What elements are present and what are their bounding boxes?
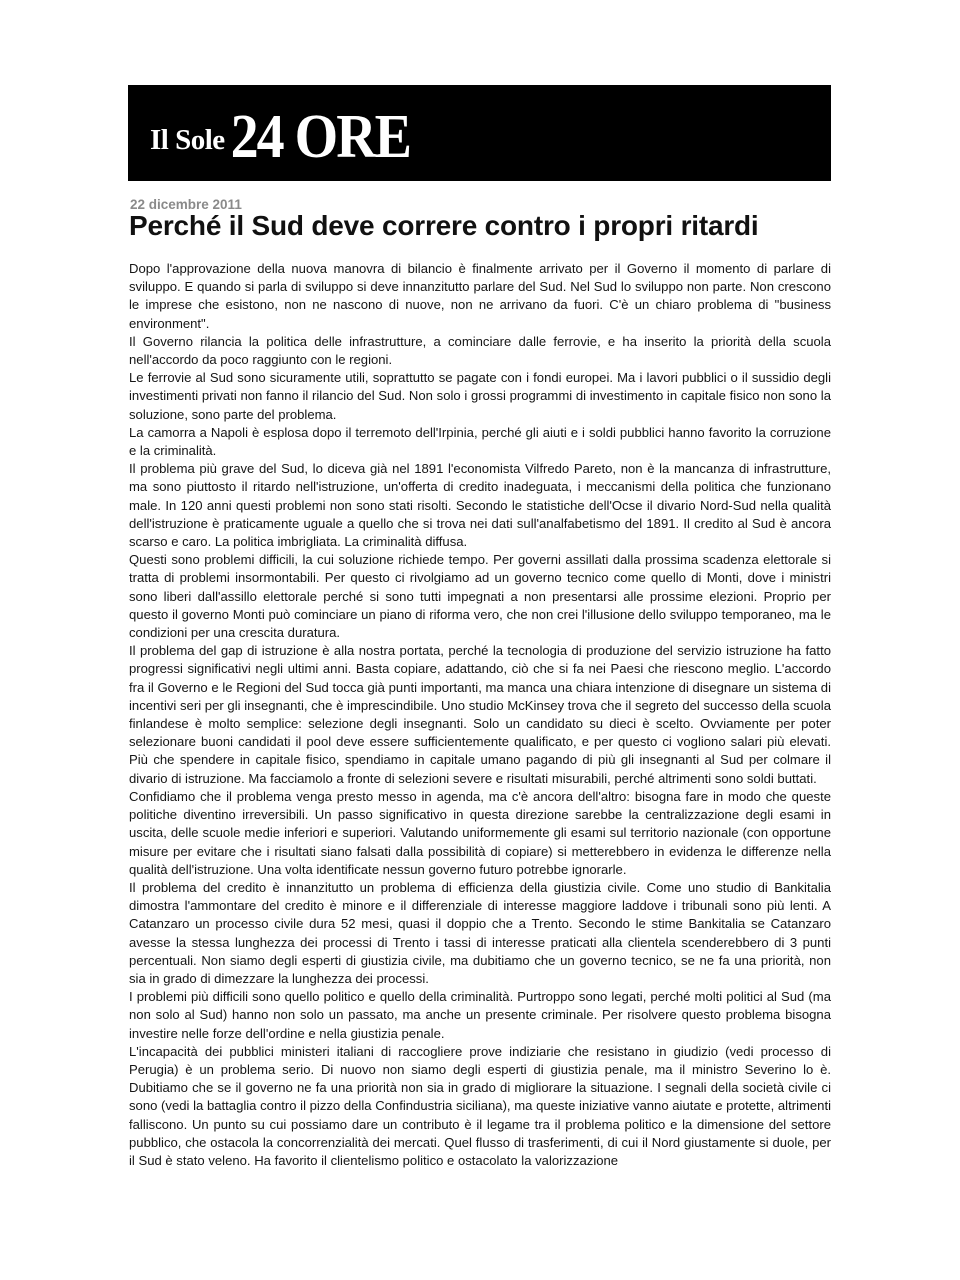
article-paragraph: Il Governo rilancia la politica delle infrastrutture, a cominciare dalle ferrovie, e ha inserito la priorità della scuola nell'accordo da poco raggiunto con le regioni. — [129, 333, 831, 368]
article-title: Perché il Sud deve correre contro i propri ritardi — [129, 210, 759, 241]
article-date: 22 dicembre 2011 — [130, 197, 242, 212]
newspaper-logo — [150, 102, 411, 172]
article-paragraph: Il problema del credito è innanzitutto un problema di efficienza della giustizia civile. Come uno studio di Bankitalia dimostra l'ammontare del credito è minore e il differenziale di interesse maggiore laddove i tribunali sono più lenti. A Catanzaro un processo civile dura 52 mesi, quasi il doppio che a Trento. Secondo le stime Bankitalia se Catanzaro avesse la stessa lunghezza dei processi di Trento i tassi di interesse praticati alla clientela scenderebbero di 3 punti percentuali. Non siamo degli esperti di giustizia civile, ma dubitiamo che un governo tecnico, se ne fa una priorità, non sia in grado di dimezzare la lunghezza dei processi. — [129, 879, 831, 986]
article-paragraph: Il problema più grave del Sud, lo diceva già nel 1891 l'economista Vilfredo Pareto, non è la mancanza di infrastrutture, ma sono piuttosto il ritardo nell'istruzione, un'offerta di credito inadeguata, i meccanismi della politica che funzionano male. In 120 anni questi problemi non sono stati risolti. Secondo le statistiche dell'Ocse il divario Nord-Sud nella qualità dell'istruzione è praticamente uguale a quello che si trova nei dati sull'analfabetismo del 1891. Il credito al Sud è ancora scarso e caro. La politica imbrigliata. La criminalità diffusa. — [129, 461, 831, 550]
article-paragraph: L'incapacità dei pubblici ministeri italiani di raccogliere prove indiziarie che resistano in giudizio (vedi processo di Perugia) è un problema serio. Di nuovo non siamo degli esperti di giustizia penale, ma il ministro Severino lo è. Dubitiamo che se il governo ne fa una priorità non sia in grado di migliorare la situazione. I segnali della società civile ci sono (vedi la battaglia contro il pizzo della Confindustria siciliana), ma queste iniziative vanno aiutate e protette, altrimenti falliscono. Un punto su cui possiamo dare un contributo è il legame tra il problema politico e la dimensione del settore pubblico, che ostacola la concorrenzialità dei mercati. Quel flusso di trasferimenti, di cui il Nord giustamente si duole, per il Sud è stato veleno. Ha favorito il clientelismo politico e ostacolato la valorizzazione — [129, 1043, 831, 1168]
masthead — [128, 85, 831, 181]
article-paragraph: Le ferrovie al Sud sono sicuramente utili, soprattutto se pagate con i fondi europei. Ma i lavori pubblici o il sussidio degli investimenti privati non fanno il rilancio del Sud. Non solo i grossi programmi di investimento in capitale fisico non sono la soluzione, sono parte del problema. — [129, 370, 831, 422]
article-paragraph: Questi sono problemi difficili, la cui soluzione richiede tempo. Per governi assillati dalla prossima scadenza elettorale si tratta di problemi insormontabili. Per questo ci rivolgiamo ad un governo tecnico come quello di Monti, dove i ministri sono liberi dall'assillo elettorale perché si sono tutti impegnati a non presentarsi alle prossime elezioni. Proprio per questo il governo Monti può cominciare un piano di riforma vero, che non crei l'illusione dello sviluppo temporaneo, ma le condizioni per una crescita duratura. — [129, 552, 831, 641]
logo-big-text: 24 ORE — [230, 102, 411, 172]
article-paragraph: Confidiamo che il problema venga presto messo in agenda, ma c'è ancora dell'altro: bisogna fare in modo che queste politiche diventino irreversibili. Un passo significativo in questa direzione sarebbe la centralizzazione degli esami in uscita, delle scuole medie inferiori e superiori. Valutando uniformemente gli esami sul territorio nazionale (con opportune misure per evitare che i risultati siano falsati dalla possibilità di copiare) si metterebbero in evidenza le differenze nella qualità dell'istruzione. Una volta identificate nessun governo futuro potrebbe ignorarle. — [129, 788, 831, 877]
article-paragraph: Il problema del gap di istruzione è alla nostra portata, perché la tecnologia di produzione del servizio istruzione ha fatto progressi significativi negli ultimi anni. Basta copiare, adattando, ciò che si fa nei Paesi che riescono meglio. L'accordo fra il Governo e le Regioni del Sud tocca già punti importanti, ma manca una chiara intenzione di disegnare un sistema di incentivi seri per gli insegnanti, che è imprescindibile. Uno studio McKinsey trova che il segreto del successo della scuola finlandese è molto semplice: selezione degli insegnanti. Solo un candidato su dieci è scelto. Ovviamente per poter selezionare buoni candidati il pool deve essere sufficientemente qualificato, e per questo ci vogliono salari più elevati. Più che spendere in capitale fisico, spendiamo in capitale umano pagando di più gli insegnanti al Sud per colmare il divario di istruzione. Ma facciamolo a fronte di selezioni severe e risultati misurabili, perché altrimenti sono soldi buttati. — [129, 643, 831, 786]
logo-small-text: Il Sole — [150, 124, 225, 156]
article-paragraph: La camorra a Napoli è esplosa dopo il terremoto dell'Irpinia, perché gli aiuti e i soldi pubblici hanno favorito la corruzione e la criminalità. — [129, 424, 831, 459]
article-body — [129, 260, 831, 1170]
article-paragraph: Dopo l'approvazione della nuova manovra di bilancio è finalmente arrivato per il Governo il momento di parlare di sviluppo. E quando si parla di sviluppo si deve innanzitutto parlare del Sud. Nel Sud lo sviluppo non parte. Non crescono le imprese che esistono, non ne nascono di nuove, non ne arrivano da fuori. C'è un chiaro problema di "business environment". — [129, 261, 831, 331]
article-paragraph: I problemi più difficili sono quello politico e quello della criminalità. Purtroppo sono legati, perché molti politici al Sud (ma non solo al Sud) hanno non solo un passato, ma anche un presente criminale. Per risolvere questo problema bisogna investire nelle forze dell'ordine e nella giustizia penale. — [129, 989, 831, 1041]
